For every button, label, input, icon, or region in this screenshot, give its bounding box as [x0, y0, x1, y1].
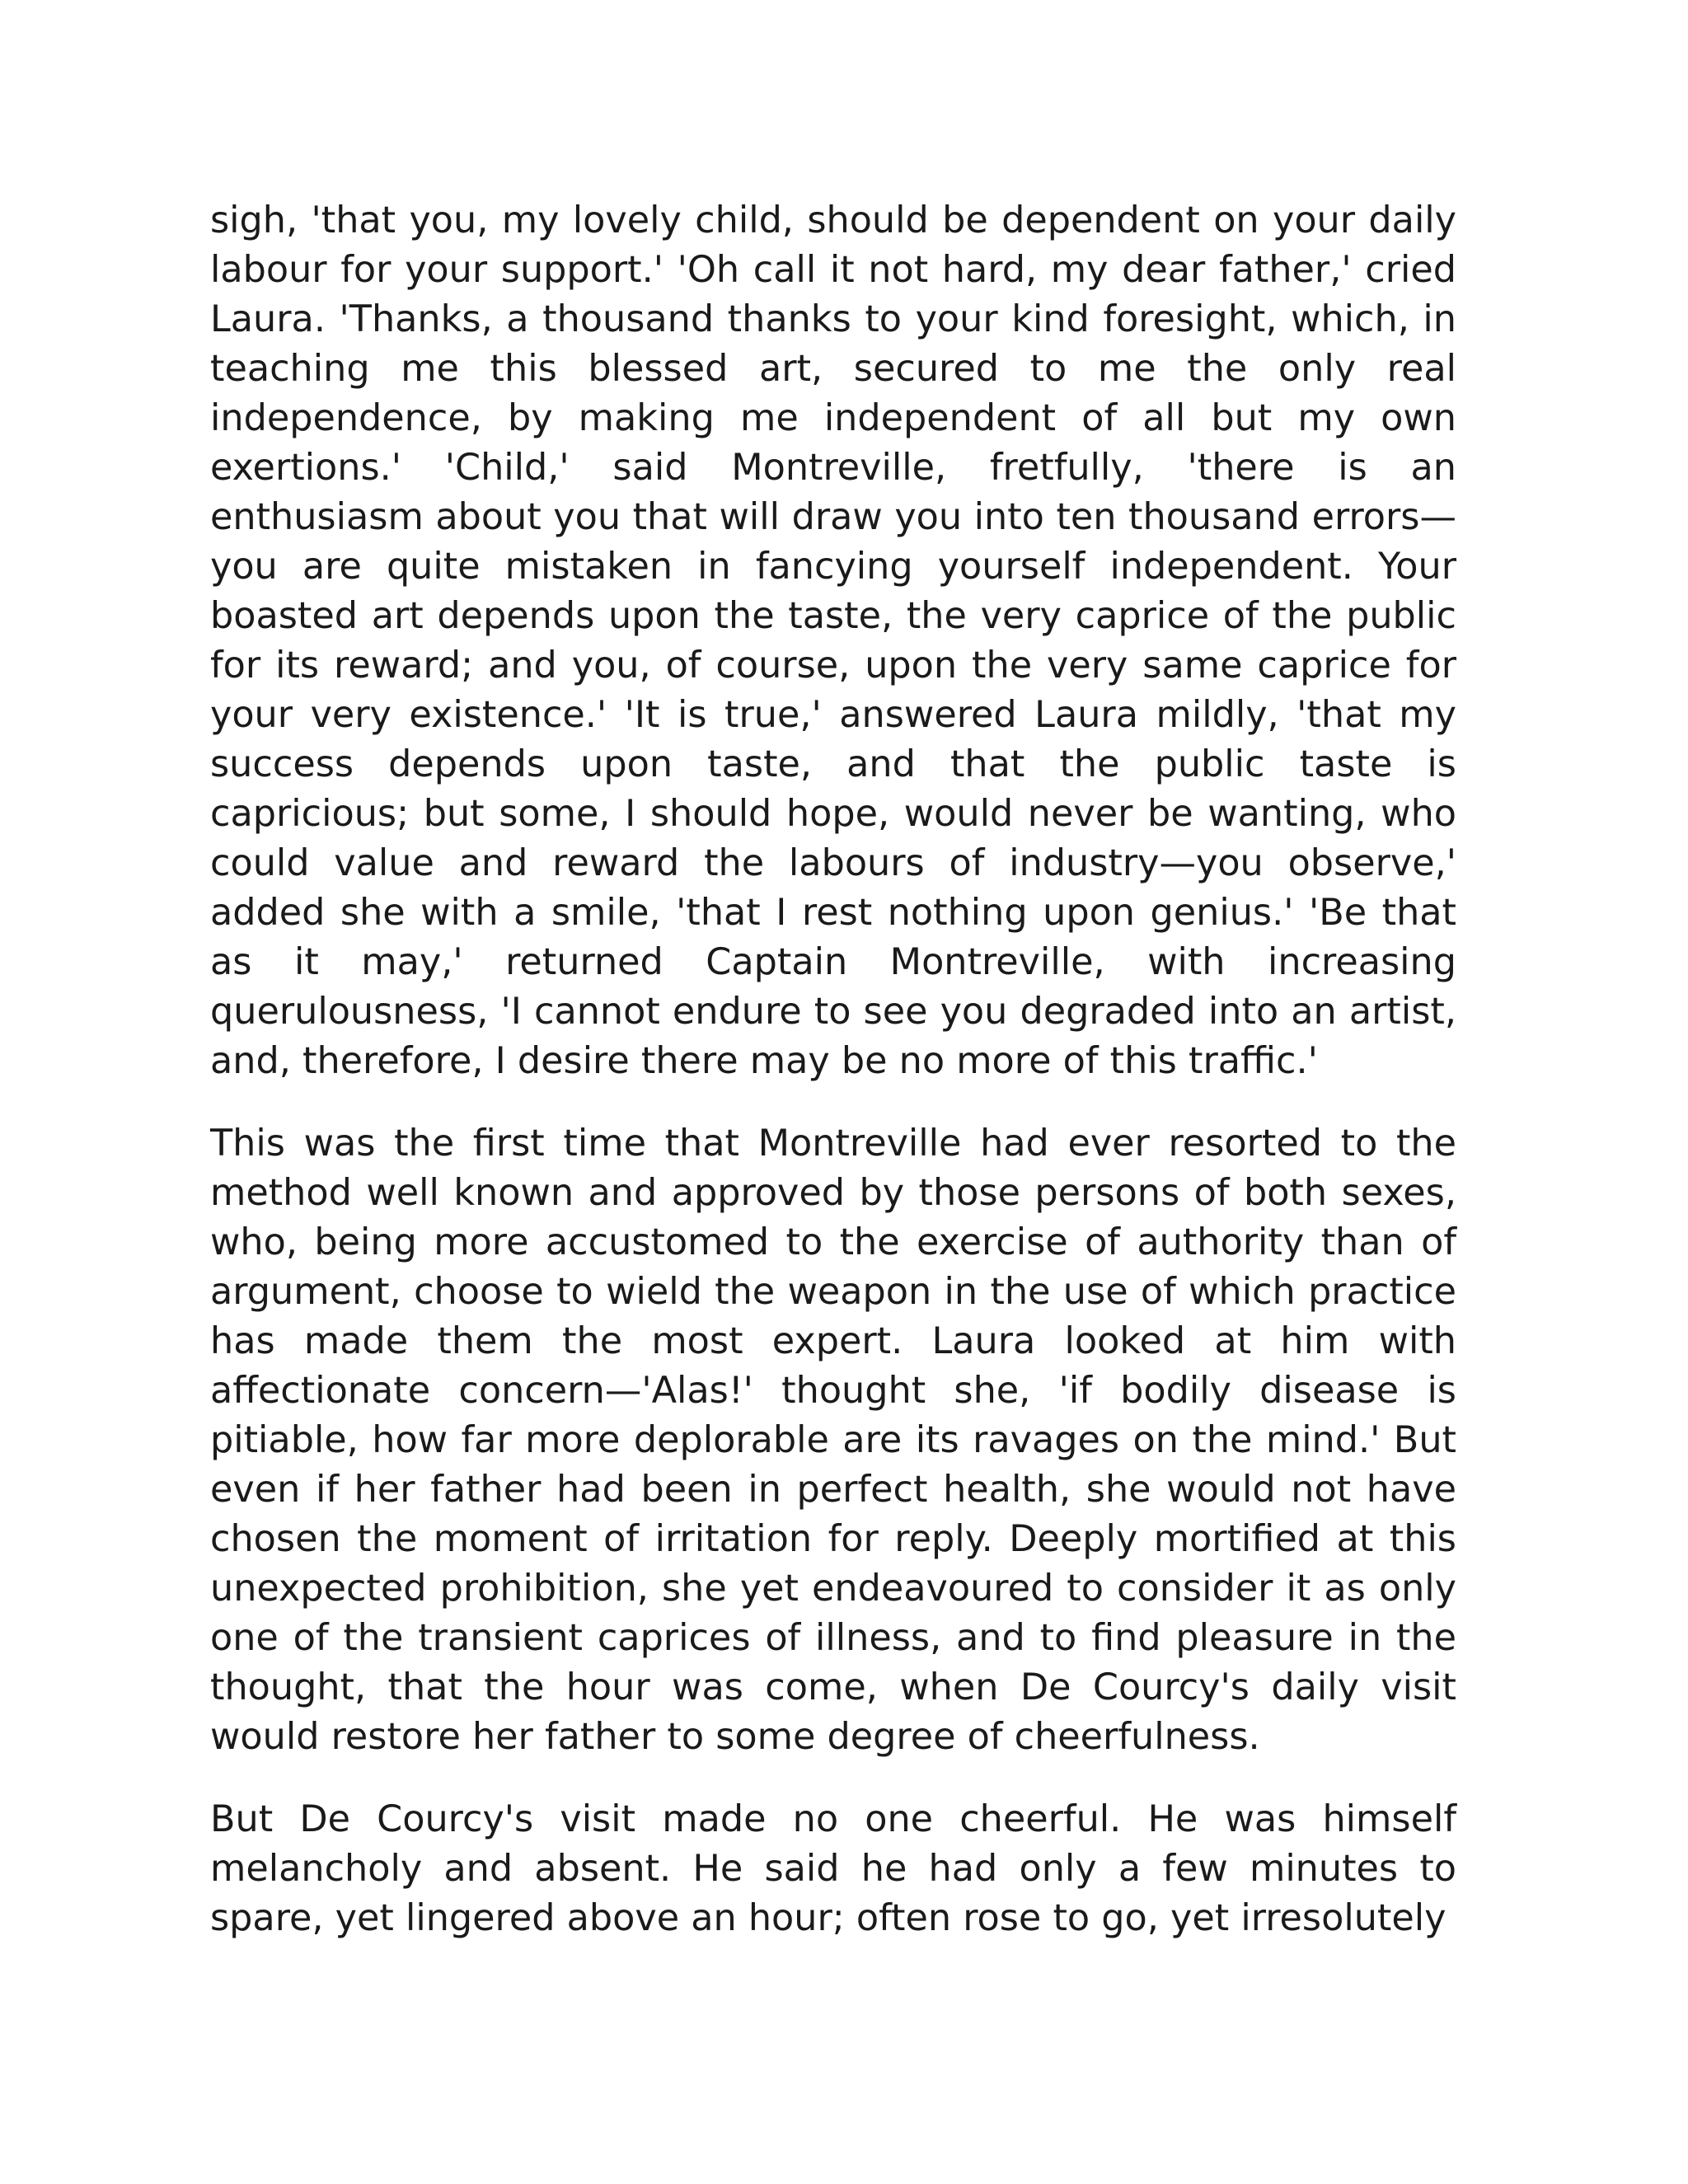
paragraph-3: But De Courcy's visit made no one cheerful. He was himself melancholy and absent. He said he had only a few minutes to spare, yet lingered above an hour; often rose to go, yet irresolutely — [210, 1798, 1456, 1939]
paragraph-2: This was the first time that Montreville had ever resorted to the method well known and approved by those persons of both sexes, who, being more accustomed to the exercise of authority than of argument, choose to wield the weapon in the use of which practice has made them the most expert. Laura looked at him with affectionate concern—'Alas!' thought she, 'if bodily disease is pitiable, how far more deplorable are its ravages on the mind.' But even if her father had been in perfect health, she would not have chosen the moment of irritation for reply. Deeply mortified at this unexpected prohibition, she yet endeavoured to consider it as only one of the transient caprices of illness, and to find pleasure in the thought, that the hour was come, when De Courcy's daily visit would restore her father to some degree of cheerfulness. — [210, 1122, 1456, 1758]
body-text — [210, 196, 1456, 1943]
paragraph-1: sigh, 'that you, my lovely child, should be dependent on your daily labour for your support.' 'Oh call it not hard, my dear father,' cried Laura. 'Thanks, a thousand thanks to your kind foresight, which, in teaching me this blessed art, secured to me the only real independence, by making me independent of all but my own exertions.' 'Child,' said Montreville, fretfully, 'there is an enthusiasm about you that will draw you into ten thousand errors—you are quite mistaken in fancying yourself independent. Your boasted art depends upon the taste, the very caprice of the public for its reward; and you, of course, upon the very same caprice for your very existence.' 'It is true,' answered Laura mildly, 'that my success depends upon taste, and that the public taste is capricious; but some, I should hope, would never be wanting, who could value and reward the labours of industry—you observe,' added she with a smile, 'that I rest nothing upon genius.' 'Be that as it may,' returned Captain Montreville, with increasing querulousness, 'I cannot endure to see you degraded into an artist, and, therefore, I desire there may be no more of this traffic.' — [210, 199, 1456, 1082]
